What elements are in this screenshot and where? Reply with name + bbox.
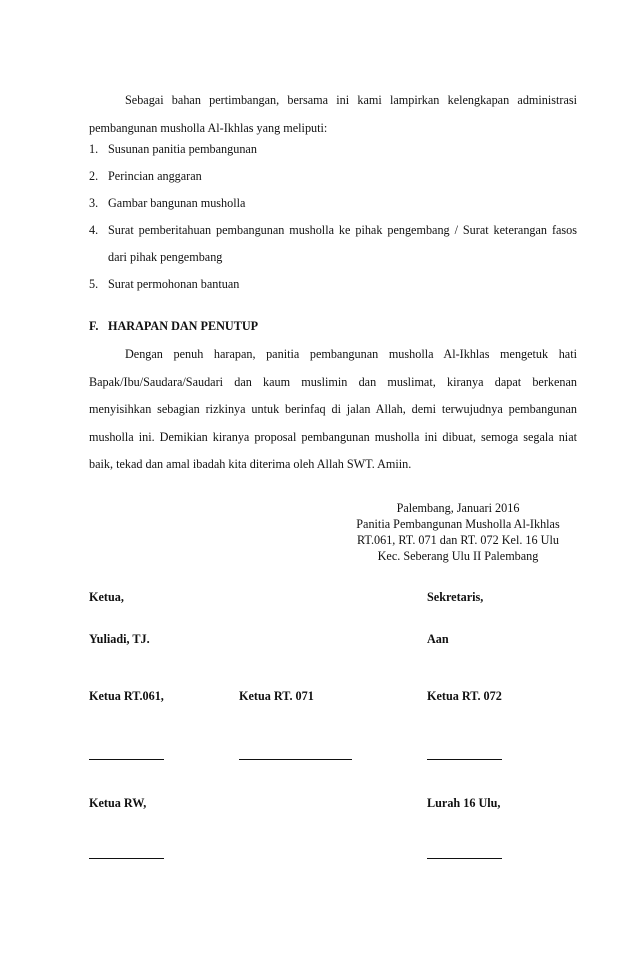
list-item-text: Surat permohonan bantuan: [108, 277, 240, 291]
rt061-label: Ketua RT.061,: [89, 689, 164, 703]
list-item-text: Perincian anggaran: [108, 169, 202, 183]
rt-line: RT.061, RT. 071 dan RT. 072 Kel. 16 Ulu: [357, 533, 559, 547]
closing-paragraph-text: Dengan penuh harapan, panitia pembangunan musholla Al-Ikhlas mengetuk hati Bapak/Ibu/Saudara/Saudari dan kaum muslimin dan muslimat, kiranya dapat berkenan menyisihkan sebagian rizkinya untuk berinfaq di jalan Allah, demi terwujudnya pembangunan musholla ini. Demikian kiranya proposal pembangunan musholla ini dibuat, semoga segala niat baik, tekad dan amal ibadah kita diterima oleh Allah SWT. Amiin.: [89, 347, 577, 471]
signature-line: [239, 759, 352, 760]
list-item-number: 5.: [89, 277, 99, 291]
section-title: HARAPAN DAN PENUTUP: [108, 319, 259, 333]
list-item: [89, 271, 577, 298]
list-item-text: Susunan panitia pembangunan: [108, 142, 257, 156]
list-item-number: 2.: [89, 169, 99, 183]
place-date-block: [340, 500, 576, 564]
signature-line: [89, 759, 164, 760]
list-item-number: 3.: [89, 196, 99, 210]
list-item-number: 4.: [89, 223, 99, 237]
rt072-label: Ketua RT. 072: [427, 689, 502, 703]
place-date: Palembang, Januari 2016: [396, 501, 520, 515]
section-heading: [89, 319, 258, 334]
lurah-label: Lurah 16 Ulu,: [427, 796, 501, 810]
list-item: [89, 190, 577, 217]
district-line: Kec. Seberang Ulu II Palembang: [377, 549, 539, 563]
attachment-list: [89, 136, 577, 298]
ketua-label: Ketua,: [89, 590, 124, 604]
list-item-text: Gambar bangunan musholla: [108, 196, 246, 210]
sekretaris-label: Sekretaris,: [427, 590, 484, 604]
committee-name: Panitia Pembangunan Musholla Al-Ikhlas: [356, 517, 560, 531]
closing-paragraph: [89, 341, 577, 479]
sekretaris-name: Aan: [427, 632, 449, 646]
intro-text: Sebagai bahan pertimbangan, bersama ini kami lampirkan kelengkapan administrasi pembangunan musholla Al-Ikhlas yang meliputi:: [89, 93, 577, 135]
list-item: [89, 136, 577, 163]
ketua-name: Yuliadi, TJ.: [89, 632, 150, 646]
list-item-text: Surat pemberitahuan pembangunan musholla ke pihak pengembang / Surat keterangan fasos dari pihak pengembang: [108, 223, 577, 264]
signature-line: [427, 759, 502, 760]
rt071-label: Ketua RT. 071: [239, 689, 314, 703]
list-item: [89, 163, 577, 190]
signature-line: [427, 858, 502, 859]
section-letter: F.: [89, 319, 99, 333]
list-item-number: 1.: [89, 142, 99, 156]
rw-label: Ketua RW,: [89, 796, 147, 810]
signature-line: [89, 858, 164, 859]
list-item: [89, 217, 577, 271]
intro-paragraph: [89, 87, 577, 142]
